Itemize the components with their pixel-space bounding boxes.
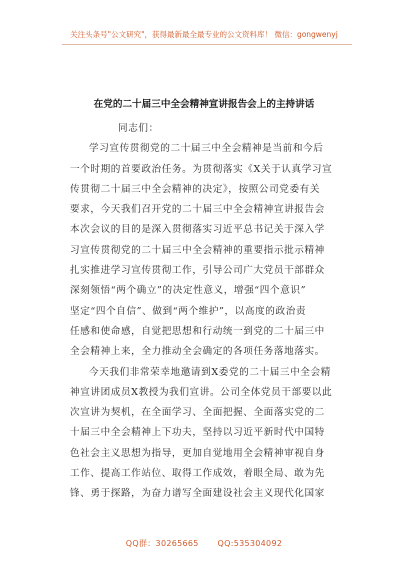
text-line: 神宣讲团成员X教授为我们宣讲。公司全体党员干部要以此 — [70, 386, 333, 398]
text-line: 色社会主义思想为指导，更加自觉地用全会精神审视自身 — [70, 447, 325, 459]
text-line: 扎实推进学习宣传贯彻工作，引导公司广大党员干部群众 — [70, 265, 325, 277]
text-line: 十届三中全会精神上下功夫，坚持以习近平新时代中国特 — [70, 427, 325, 439]
document-title: 在党的二十届三中全会精神宣讲报告会上的主持讲话 — [93, 99, 315, 110]
text-line: 锋、勇于探路，为奋力谱写全面建设社会主义现代化国家 — [70, 488, 325, 500]
text-line: 要求，今天我们召开党的二十届三中全会精神宣讲报告会 — [70, 204, 325, 216]
text-line: 全会精神上来，全力推动全会确定的各项任务落地落实。 — [70, 346, 325, 358]
paragraph-1 — [70, 139, 346, 362]
text-line: 学习宣传贯彻党的二十届三中全会精神是当前和今后 — [89, 143, 324, 155]
text-line: 传贯彻二十届三中全会精神的决定》，按照公司党委有关 — [70, 183, 321, 195]
text-line: 一个时期的首要政治任务。为贯彻落实《X关于认真学习宣 — [70, 163, 333, 175]
text-line: 本次会议的目的是深入贯彻落实习近平总书记关于深入学 — [70, 224, 325, 236]
footer-contact — [0, 538, 408, 549]
header-divider — [62, 44, 352, 45]
text-line: 习宣传贯彻党的二十届三中全会精神的重要指示批示精神 — [70, 244, 325, 256]
text-line: 深刻领悟“两个确立”的决定性意义，增强“四个意识” — [70, 285, 307, 297]
footer-qq-group: QQ群：30265665 — [125, 539, 199, 548]
document-body — [70, 119, 346, 505]
footer-qq: QQ:535304092 — [217, 539, 283, 548]
text-line: 今天我们非常荣幸地邀请到X委党的二十届三中全会精 — [89, 366, 331, 378]
text-line: 坚定“四个自信”、做到“两个维护”，以高度的政治责 — [70, 305, 307, 317]
text-line: 任感和使命感，自觉把思想和行动统一到党的二十届三中 — [70, 325, 325, 337]
text-line: 次宣讲为契机，在全面学习、全面把握、全面落实党的二 — [70, 407, 325, 419]
paragraph-2 — [70, 363, 346, 505]
salutation: 同志们： — [118, 123, 159, 134]
text-line: 工作、提高工作站位、取得工作成效，着眼全局、敢为先 — [70, 468, 325, 480]
header-banner: 关注头条号"公文研究"，获得最新最全最专业的公文资料库！ 微信：gongwenyj — [70, 30, 338, 39]
